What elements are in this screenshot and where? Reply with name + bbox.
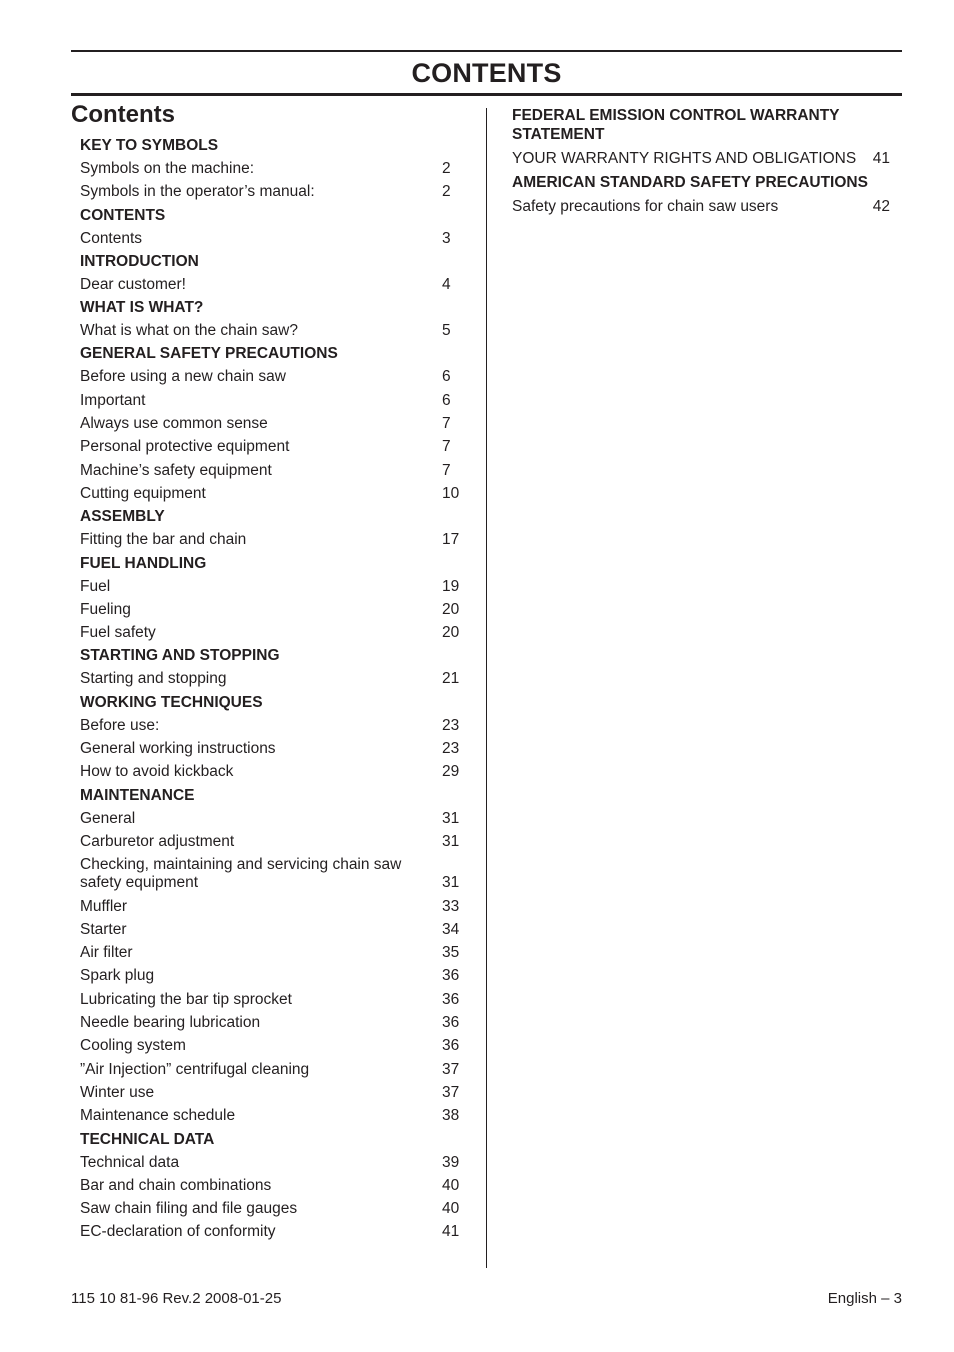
- toc-group-title: KEY TO SYMBOLS: [80, 137, 219, 154]
- toc-entry-label: Bar and chain combinations: [80, 1176, 272, 1194]
- toc-entry-page-number: 33: [442, 897, 460, 915]
- toc-group-title: CONTENTS: [80, 206, 166, 224]
- toc-entry[interactable]: [80, 365, 470, 388]
- toc-entry-page-number: 7: [442, 415, 451, 433]
- toc-entry-page-number: 10: [442, 484, 460, 502]
- toc-entry[interactable]: [80, 667, 470, 690]
- toc-group-title: FEDERAL EMISSION CONTROL WARRANTY STATEMENT: [512, 107, 840, 143]
- toc-entry[interactable]: [80, 1174, 470, 1197]
- section-heading: Contents: [71, 101, 175, 128]
- toc-entry-label: Fueling: [80, 600, 131, 618]
- toc-entry-page-number: 31: [442, 874, 460, 892]
- toc-entry-page-number: 5: [442, 322, 451, 340]
- toc-group-title: FUEL HANDLING: [80, 554, 207, 572]
- toc-entry-page-number: 6: [442, 391, 451, 409]
- toc-entry-page-number: 41: [442, 1223, 460, 1241]
- toc-entry-label: Before use:: [80, 716, 160, 734]
- toc-entry-page-number: 29: [442, 763, 460, 781]
- toc-entry[interactable]: [80, 575, 470, 598]
- toc-entry[interactable]: [512, 147, 902, 172]
- toc-entry-label: Contents: [80, 229, 143, 247]
- toc-entry[interactable]: [80, 482, 470, 505]
- toc-group-title: TECHNICAL DATA: [80, 1130, 215, 1148]
- toc-group-title: STARTING AND STOPPING: [80, 647, 280, 665]
- toc-entry-label: General: [80, 809, 136, 827]
- toc-entry-page-number: 19: [442, 577, 460, 595]
- toc-entry[interactable]: [80, 435, 470, 458]
- toc-entry[interactable]: [80, 1104, 470, 1127]
- toc-entry[interactable]: [80, 830, 470, 853]
- toc-entry-page-number: 38: [442, 1107, 460, 1125]
- toc-entry[interactable]: [80, 1011, 470, 1034]
- page-title: CONTENTS: [411, 58, 562, 88]
- toc-group-title: AMERICAN STANDARD SAFETY PRECAUTIONS: [512, 174, 868, 191]
- toc-entry-label: Machine’s safety equipment: [80, 461, 272, 479]
- toc-entry-label: How to avoid kickback: [80, 763, 234, 781]
- toc-entry-page-number: 39: [442, 1153, 460, 1171]
- toc-entry-page-number: 31: [442, 809, 460, 827]
- toc-entry-label: Symbols in the operator’s manual:: [80, 183, 315, 201]
- toc-entry-label: Saw chain filing and file gauges: [80, 1200, 298, 1218]
- toc-entry-label: Carburetor adjustment: [80, 832, 235, 850]
- toc-entry-page-number: 36: [442, 1037, 460, 1055]
- toc-entry-label: Starter: [80, 920, 127, 938]
- toc-entry-label: Lubricating the bar tip sprocket: [80, 990, 292, 1008]
- toc-entry-page-number: 6: [442, 368, 451, 386]
- toc-entry-page-number: 37: [442, 1083, 460, 1101]
- toc-entry-label: Fuel safety: [80, 624, 156, 642]
- toc-entry-label: Cooling system: [80, 1037, 186, 1055]
- toc-entry[interactable]: [80, 1151, 470, 1174]
- toc-entry[interactable]: [80, 157, 470, 180]
- toc-entry-page-number: 34: [442, 920, 460, 938]
- toc-entry[interactable]: [80, 528, 470, 551]
- toc-entry[interactable]: [80, 807, 470, 830]
- toc-entry-page-number: 41: [872, 150, 890, 167]
- toc-entry-page-number: 37: [442, 1060, 460, 1078]
- toc-entry-label: Maintenance schedule: [80, 1107, 236, 1125]
- toc-entry-page-number: 20: [442, 600, 460, 618]
- toc-group-title: WORKING TECHNIQUES: [80, 693, 263, 711]
- toc-entry-label: Dear customer!: [80, 275, 186, 293]
- toc-entry-page-number: 23: [442, 716, 460, 734]
- toc-entry-label: Fuel: [80, 577, 111, 595]
- toc-entry[interactable]: [80, 598, 470, 621]
- toc-entry-label: Before using a new chain saw: [80, 368, 286, 386]
- toc-entry-page-number: 35: [442, 944, 460, 962]
- toc-entry-page-number: 7: [442, 461, 451, 479]
- toc-entry[interactable]: [80, 895, 470, 918]
- toc-entry-page-number: 42: [872, 198, 890, 215]
- toc-entry-label: General working instructions: [80, 740, 276, 758]
- toc-entry[interactable]: [80, 1197, 470, 1220]
- toc-entry-page-number: 36: [442, 967, 460, 985]
- toc-entry-label: Winter use: [80, 1083, 155, 1101]
- toc-entry[interactable]: [80, 621, 470, 644]
- header-rule-bottom: [71, 93, 902, 96]
- toc-right-column: [512, 105, 902, 220]
- toc-entry[interactable]: [80, 1081, 470, 1104]
- toc-entry-label: Technical data: [80, 1153, 180, 1171]
- toc-entry-page-number: 40: [442, 1200, 460, 1218]
- toc-entry-page-number: 20: [442, 624, 460, 642]
- toc-entry-label: Safety precautions for chain saw users: [512, 198, 779, 215]
- toc-entry[interactable]: [80, 1058, 470, 1081]
- header-rule-top: [71, 50, 902, 52]
- toc-entry-page-number: 4: [442, 275, 451, 293]
- toc-entry-page-number: 31: [442, 832, 460, 850]
- toc-entry[interactable]: [80, 273, 470, 296]
- toc-entry[interactable]: [80, 964, 470, 987]
- toc-left-column: [80, 134, 470, 1244]
- toc-entry-label: Spark plug: [80, 967, 155, 985]
- footer-doc-id: 115 10 81-96 Rev.2 2008-01-25: [71, 1290, 282, 1307]
- toc-entry-label: Cutting equipment: [80, 484, 206, 502]
- toc-group-title: WHAT IS WHAT?: [80, 299, 204, 317]
- toc-group-title: GENERAL SAFETY PRECAUTIONS: [80, 345, 338, 363]
- toc-entry-page-number: 21: [442, 670, 460, 688]
- toc-group-title: MAINTENANCE: [80, 786, 195, 804]
- toc-entry-page-number: 36: [442, 990, 460, 1008]
- toc-entry[interactable]: [80, 459, 470, 482]
- toc-entry-label: Fitting the bar and chain: [80, 531, 247, 549]
- toc-entry-label: Checking, maintaining and servicing chain saw safety equipment: [80, 856, 402, 892]
- toc-entry-page-number: 3: [442, 229, 451, 247]
- toc-entry[interactable]: [80, 988, 470, 1011]
- footer-page-label: English – 3: [827, 1290, 902, 1307]
- toc-entry-label: Air filter: [80, 944, 133, 962]
- toc-entry[interactable]: [512, 195, 902, 220]
- toc-entry[interactable]: [80, 1034, 470, 1057]
- toc-entry-label: What is what on the chain saw?: [80, 322, 298, 340]
- toc-entry-label: Always use common sense: [80, 415, 268, 433]
- toc-entry-label: Important: [80, 391, 146, 409]
- toc-entry-label: ”Air Injection” centrifugal cleaning: [80, 1060, 310, 1078]
- toc-entry-label: Personal protective equipment: [80, 438, 290, 456]
- toc-entry-page-number: 17: [442, 531, 460, 549]
- toc-entry[interactable]: [80, 180, 470, 203]
- toc-entry[interactable]: [80, 319, 470, 342]
- toc-entry-page-number: 36: [442, 1014, 460, 1032]
- toc-entry-label: YOUR WARRANTY RIGHTS AND OBLIGATIONS: [512, 150, 857, 167]
- toc-entry-label: EC-declaration of conformity: [80, 1223, 276, 1241]
- toc-entry[interactable]: [80, 412, 470, 435]
- toc-entry[interactable]: [80, 853, 470, 894]
- toc-entry-label: Muffler: [80, 897, 128, 915]
- toc-entry[interactable]: [80, 714, 470, 737]
- toc-entry[interactable]: [80, 918, 470, 941]
- toc-group-title: ASSEMBLY: [80, 508, 165, 526]
- toc-entry-page-number: 2: [442, 160, 451, 177]
- toc-entry[interactable]: [80, 1220, 470, 1243]
- toc-entry-page-number: 2: [442, 183, 451, 201]
- toc-entry[interactable]: [80, 389, 470, 412]
- toc-entry[interactable]: [80, 737, 470, 760]
- toc-group-title: INTRODUCTION: [80, 252, 199, 270]
- column-divider: [486, 108, 487, 1268]
- toc-entry[interactable]: [80, 227, 470, 250]
- toc-entry-label: Symbols on the machine:: [80, 160, 255, 177]
- toc-entry-page-number: 23: [442, 740, 460, 758]
- toc-entry-label: Starting and stopping: [80, 670, 227, 688]
- toc-entry-page-number: 7: [442, 438, 451, 456]
- toc-entry[interactable]: [80, 941, 470, 964]
- toc-entry-label: Needle bearing lubrication: [80, 1014, 261, 1032]
- toc-entry[interactable]: [80, 760, 470, 783]
- toc-entry-page-number: 40: [442, 1176, 460, 1194]
